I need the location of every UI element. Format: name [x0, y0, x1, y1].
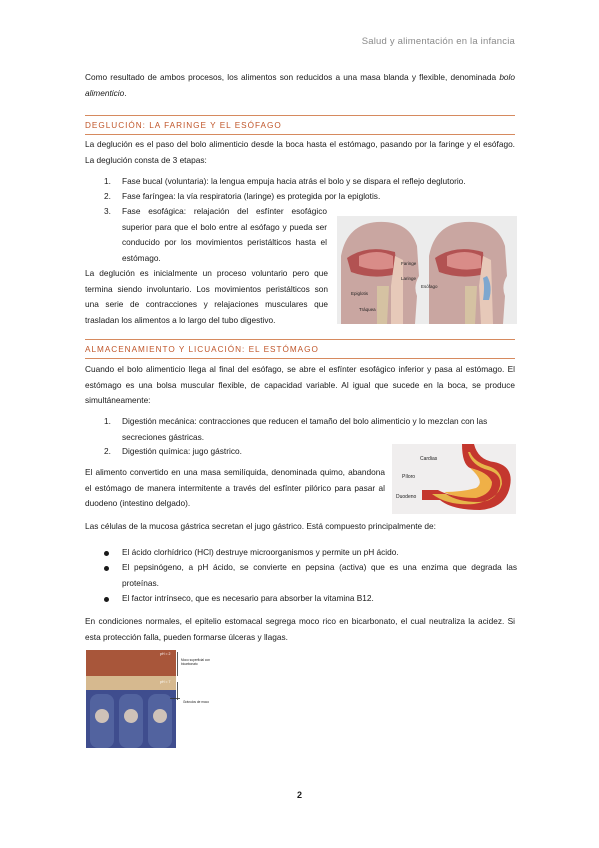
- step-text: Fase faríngea: la vía respiratoria (laringe) es protegida por la epiglotis.: [122, 191, 381, 201]
- juice-intro: Las células de la mucosa gástrica secretan el jugo gástrico. Está compuesto principalmente de:: [85, 521, 436, 531]
- moco-label: Moco superficial con bicarbonato: [181, 658, 211, 666]
- bullet-text: El pepsinógeno, a pH ácido, se convierte en pepsina (activa) que es una enzima que degrada las proteínas.: [122, 562, 517, 588]
- intro-paragraph: [85, 70, 515, 101]
- section-rule-bottom: [85, 358, 515, 359]
- epiglotis-label: Epiglotis: [351, 291, 369, 296]
- bullet-dot: [104, 597, 109, 602]
- bullet-dot: [104, 551, 109, 556]
- section-heading-deglucion: DEGLUCIÓN: LA FARINGE Y EL ESÓFAGO: [85, 121, 282, 130]
- step-text: Fase esofágica: relajación del esfínter esofágico superior para que el bolo entre al esófago y pueda ser conducido por los movimientos peristálticos hasta el estómago.: [122, 206, 327, 263]
- intro-text: Como resultado de ambos procesos, los alimentos son reducidos a una masa blanda y flexible, denominada: [85, 72, 500, 82]
- deglucion-paragraph: La deglución es el paso del bolo alimenticio desde la boca hasta el estómago, pasando por la faringe y el esófago. La deglución consta de 3 etapas:: [85, 139, 515, 165]
- section-heading-estomago: ALMACENAMIENTO Y LICUACIÓN: EL ESTÓMAGO: [85, 345, 319, 354]
- estomago-paragraph: Cuando el bolo alimenticio llega al final del esófago, se abre el esfínter esofágico inferior y pasa al estómago. El estómago es una bolsa muscular flexible, de capacidad variable. Al igual que sucede en la boca, se produce simultáneamente:: [85, 364, 515, 405]
- running-header: Salud y alimentación en la infancia: [361, 36, 515, 47]
- ph-bottom-label: pH = 7: [160, 680, 171, 684]
- bullet-text: El ácido clorhídrico (HCl) destruye microorganismos y permite un pH ácido.: [122, 547, 399, 557]
- step-text: Digestión mecánica: contracciones que reducen el tamaño del bolo alimenticio y lo mezclan con las secreciones gástricas.: [122, 416, 488, 442]
- quimo-paragraph: El alimento convertido en una masa semilíquida, denominada quimo, abandona el estómago de manera intermitente a través del esfínter pilórico para pasar al duodeno (intestino delgado).: [85, 467, 385, 508]
- section-rule-top: [85, 339, 515, 340]
- traquea-label: Tráquea: [359, 307, 376, 312]
- mucosa-figure: [86, 650, 226, 748]
- granulos-label: Gránulos de moco: [183, 700, 210, 704]
- intro-emphasis: bolo alimenticio: [85, 72, 515, 98]
- step-number: 1.: [104, 176, 111, 186]
- intro-text-end: .: [124, 87, 127, 98]
- swallowing-figure: [337, 216, 517, 324]
- step-number: 3.: [104, 206, 111, 216]
- section-rule-top: [85, 115, 515, 116]
- cardias-label: Cardias: [420, 456, 438, 462]
- step-text: Digestión química: jugo gástrico.: [122, 446, 242, 456]
- deglucion-paragraph-2: La deglución es inicialmente un proceso voluntario pero que termina siendo involuntario. Los movimientos peristálticos son una serie de contracciones y relajaciones musculares que trasladan los alimentos a lo largo del tubo digestivo.: [85, 268, 328, 325]
- step-number: 2.: [104, 191, 111, 201]
- section-rule-bottom: [85, 134, 515, 135]
- stomach-figure: [392, 444, 516, 514]
- esofago-label: Esófago: [421, 284, 438, 289]
- piloro-label: Píloro: [402, 474, 416, 480]
- faringe-label: Faringe: [401, 261, 417, 266]
- duodeno-label: Duodeno: [396, 494, 417, 500]
- closing-paragraph: En condiciones normales, el epitelio estomacal segrega moco rico en bicarbonato, el cual neutraliza la acidez. Si esta protección falla, pueden formarse úlceras y llagas.: [85, 616, 515, 642]
- bullet-dot: [104, 566, 109, 571]
- laringe-label: Laringe: [401, 276, 417, 281]
- step-text: Fase bucal (voluntaria): la lengua empuja hacia atrás el bolo y se dispara el reflejo deglutorio.: [122, 176, 466, 186]
- step-number: 2.: [104, 446, 111, 456]
- step-number: 1.: [104, 416, 111, 426]
- page-number: 2: [296, 790, 302, 800]
- ph-top-label: pH = 2: [160, 652, 171, 656]
- bullet-text: El factor intrínseco, que es necesario para absorber la vitamina B12.: [122, 593, 374, 603]
